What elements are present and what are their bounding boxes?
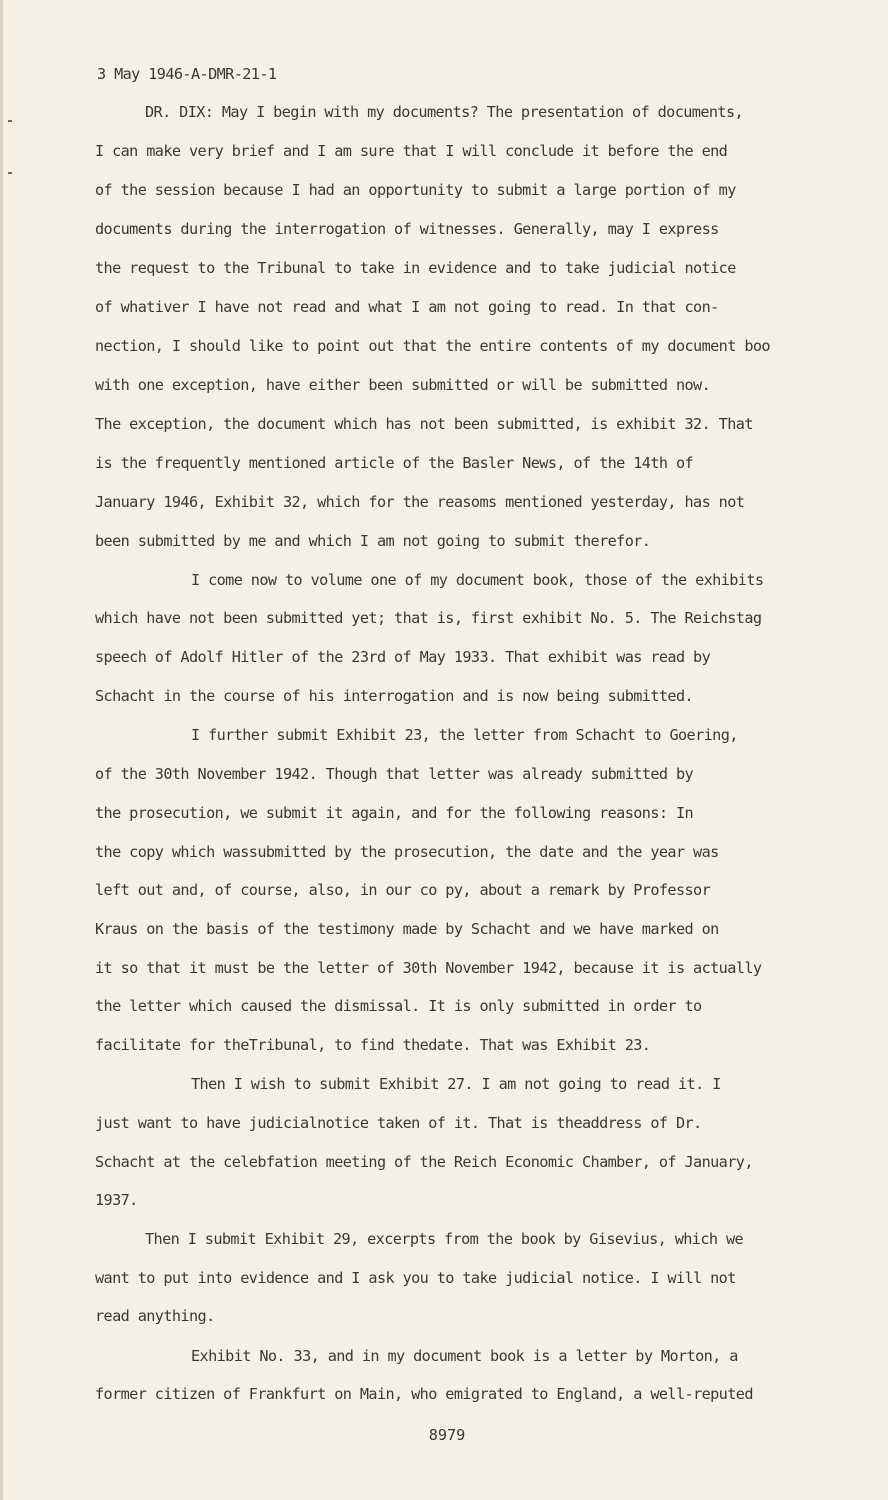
text-line: documents during the interrogation of witnesses. Generally, may I express [95,220,719,238]
text-line: facilitate for theTribunal, to find thedate. That was Exhibit 23. [95,1036,651,1054]
text-line: want to put into evidence and I ask you to take judicial notice. I will not [95,1269,736,1287]
text-line: nection, I should like to point out that the entire contents of my document boo [95,337,770,355]
text-line: speech of Adolf Hitler of the 23rd of May 1933. That exhibit was read by [95,648,711,666]
margin-mark [8,120,12,122]
text-line: the letter which caused the dismissal. It is only submitted in order to [95,997,702,1015]
text-line: former citizen of Frankfurt on Main, who emigrated to England, a well-reputed [95,1385,753,1403]
text-line: Kraus on the basis of the testimony made by Schacht and we have marked on [95,920,719,938]
text-line: DR. DIX: May I begin with my documents? The presentation of documents, [145,103,744,121]
text-line: the copy which wassubmitted by the prosecution, the date and the year was [95,843,719,861]
text-line: Schacht at the celebfation meeting of the Reich Economic Chamber, of January, [95,1153,753,1171]
page-number: 8979 [428,1426,466,1444]
text-line: of whativer I have not read and what I am not going to read. In that con- [95,298,719,316]
document-header: 3 May 1946-A-DMR-21-1 [97,65,277,83]
text-line: The exception, the document which has not been submitted, is exhibit 32. That [95,415,753,433]
text-line: Then I submit Exhibit 29, excerpts from the book by Gisevius, which we [145,1230,744,1248]
text-line: Exhibit No. 33, and in my document book is a letter by Morton, a [191,1347,738,1365]
text-line: the request to the Tribunal to take in evidence and to take judicial notice [95,259,736,277]
text-line: is the frequently mentioned article of the Basler News, of the 14th of [95,454,694,472]
text-line: 1937. [95,1191,138,1209]
text-line: I further submit Exhibit 23, the letter from Schacht to Goering, [191,726,738,744]
text-line: I can make very brief and I am sure that I will conclude it before the end [95,142,728,160]
text-line: I come now to volume one of my document book, those of the exhibits [191,571,764,589]
text-line: of the session because I had an opportunity to submit a large portion of my [95,181,736,199]
text-line: been submitted by me and which I am not going to submit therefor. [95,532,651,550]
text-line: read anything. [95,1307,215,1325]
text-line: with one exception, have either been submitted or will be submitted now. [95,376,711,394]
text-line: January 1946, Exhibit 32, which for the reasoms mentioned yesterday, has not [95,493,745,511]
margin-mark [8,172,12,174]
text-line: Then I wish to submit Exhibit 27. I am not going to read it. I [191,1075,721,1093]
text-line: the prosecution, we submit it again, and for the following reasons: In [95,804,694,822]
text-line: Schacht in the course of his interrogation and is now being submitted. [95,687,694,705]
text-line: which have not been submitted yet; that is, first exhibit No. 5. The Reichstag [95,609,762,627]
text-line: of the 30th November 1942. Though that letter was already submitted by [95,765,694,783]
text-line: left out and, of course, also, in our co py, about a remark by Professor [95,881,711,899]
text-line: it so that it must be the letter of 30th November 1942, because it is actually [95,959,762,977]
text-line: just want to have judicialnotice taken of it. That is theaddress of Dr. [95,1114,702,1132]
